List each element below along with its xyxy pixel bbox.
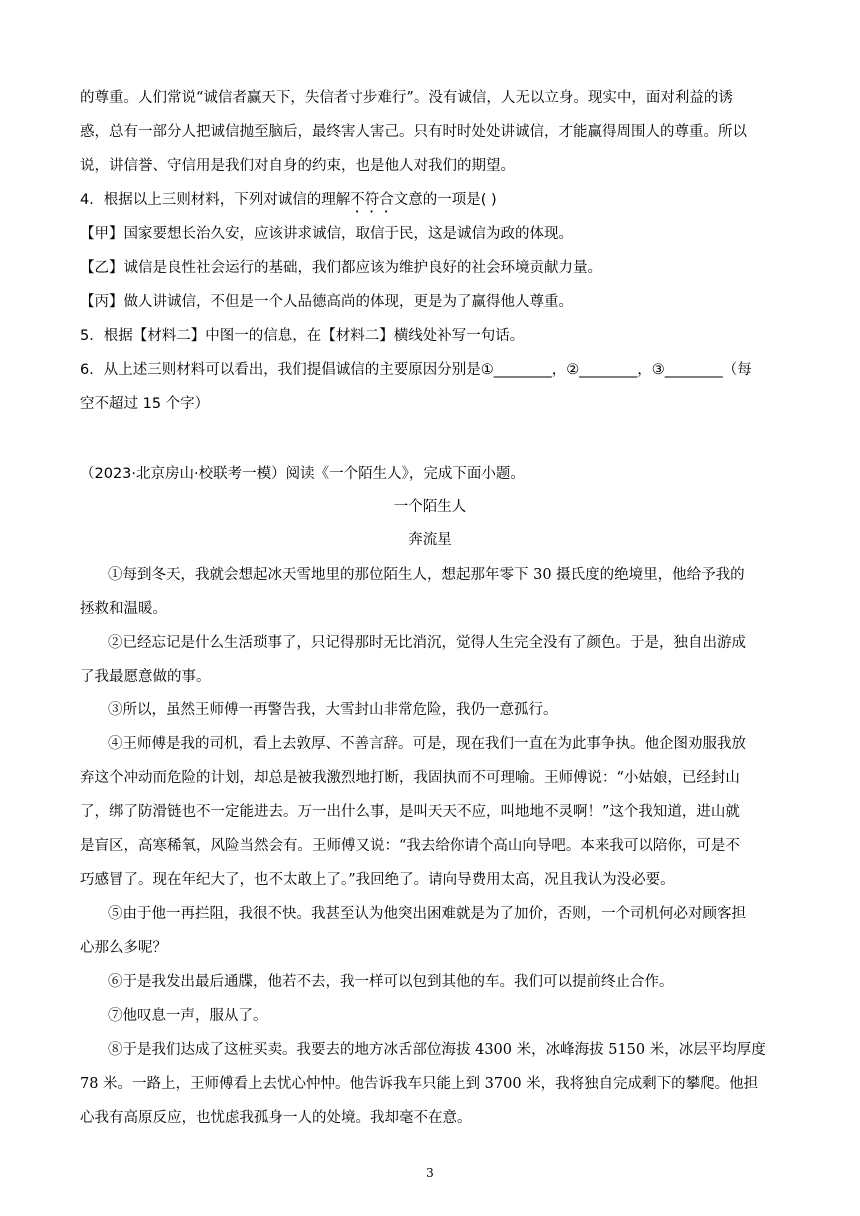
- question-6-line-2: 空不超过 15 个字）: [80, 396, 210, 412]
- paragraph-1-line-1: ①每到冬天，我就会想起冰天雪地里的那位陌生人，想起那年零下 30 摄氏度的绝境里，他给予我的: [108, 567, 745, 583]
- paragraph-5-line-2: 心那么多呢？: [80, 940, 167, 956]
- paragraph-8-line-2: 78 米。一路上，王师傅看上去忧心忡忡。他告诉我车只能上到 3700 米，我将独自完成剩下的攀爬。他担: [80, 1076, 759, 1092]
- paragraph-2-line-2: 了我最愿意做的事。: [80, 669, 211, 685]
- paragraph-6-line-1: ⑥于是我发出最后通牒，他若不去，我一样可以包到其他的车。我们可以提前终止合作。: [108, 974, 674, 990]
- paragraph-8-line-3: 心我有高原反应，也忧虑我孤身一人的处境。我却毫不在意。: [80, 1110, 472, 1126]
- question-6-line-1: 6．从上述三则材料可以看出，我们提倡诚信的主要原因分别是①________，②________，③________（每: [80, 362, 752, 378]
- option-jia: 【甲】国家要想长治久安，应该讲求诚信，取信于民，这是诚信为政的体现。: [80, 226, 573, 242]
- question-4-prefix: 4．根据以上三则材料，下列对诚信的理解: [80, 192, 351, 208]
- material3-line-3: 说，讲信誉、守信用是我们对自身的约束，也是他人对我们的期望。: [80, 158, 515, 174]
- passage-title: 一个陌生人: [393, 499, 467, 515]
- question-4: [80, 190, 780, 216]
- paragraph-4-line-5: 巧感冒了。现在年纪大了，也不太敢上了。”我回绝了。请向导费用太高，况且我认为没必要。: [80, 872, 675, 888]
- paragraph-4-line-3: 了，绑了防滑链也不一定能进去。万一出什么事，是叫天天不应，叫地地不灵啊！”这个我知道，进山就: [80, 804, 740, 820]
- question-4-emphasis: 不符合: [350, 192, 394, 208]
- paragraph-8-line-1: ⑧于是我们达成了这桩买卖。我要去的地方冰舌部位海拔 4300 米，冰峰海拔 5150 米，冰层平均厚度: [108, 1042, 766, 1058]
- question-5: 5．根据【材料二】中图一的信息，在【材料二】横线处补写一句话。: [80, 328, 525, 344]
- paragraph-4-line-2: 弃这个冲动而危险的计划，却总是被我激烈地打断，我固执而不可理喻。王师傅说：“小姑娘，已经封山: [80, 770, 740, 786]
- paragraph-4-line-4: 是盲区，高寒稀氧，风险当然会有。王师傅又说：“我去给你请个高山向导吧。本来我可以陪你，可是不: [80, 838, 740, 854]
- paragraph-7-line-1: ⑦他叹息一声，服从了。: [108, 1008, 268, 1024]
- paragraph-4-line-1: ④王师傅是我的司机，看上去敦厚、不善言辞。可是，现在我们一直在为此事争执。他企图劝服我放: [108, 736, 746, 752]
- page-number: 3: [426, 1166, 434, 1180]
- option-bing: 【丙】做人讲诚信，不但是一个人品德高尚的体现，更是为了赢得他人尊重。: [80, 294, 573, 310]
- paragraph-3-line-1: ③所以，虽然王师傅一再警告我，大雪封山非常危险，我仍一意孤行。: [108, 702, 558, 718]
- question-4-suffix: 文意的一项是( ): [393, 192, 497, 208]
- material3-line-1: 的尊重。人们常说“诚信者赢天下，失信者寸步难行”。没有诚信，人无以立身。现实中，面对利益的诱: [80, 90, 733, 106]
- passage-source: （2023·北京房山·校联考一模）阅读《一个陌生人》，完成下面小题。: [80, 466, 525, 482]
- paragraph-2-line-1: ②已经忘记是什么生活琐事了，只记得那时无比消沉，觉得人生完全没有了颜色。于是，独自出游成: [108, 635, 746, 651]
- paragraph-5-line-1: ⑤由于他一再拦阻，我很不快。我甚至认为他突出困难就是为了加价，否则，一个司机何必对顾客担: [108, 906, 746, 922]
- option-yi: 【乙】诚信是良性社会运行的基础，我们都应该为维护良好的社会环境贡献力量。: [80, 260, 602, 276]
- passage-author: 奔流星: [408, 532, 452, 548]
- paragraph-1-line-2: 拯救和温暖。: [80, 601, 167, 617]
- material3-line-2: 惑，总有一部分人把诚信抛至脑后，最终害人害己。只有时时处处讲诚信，才能赢得周围人的尊重。所以: [80, 124, 747, 140]
